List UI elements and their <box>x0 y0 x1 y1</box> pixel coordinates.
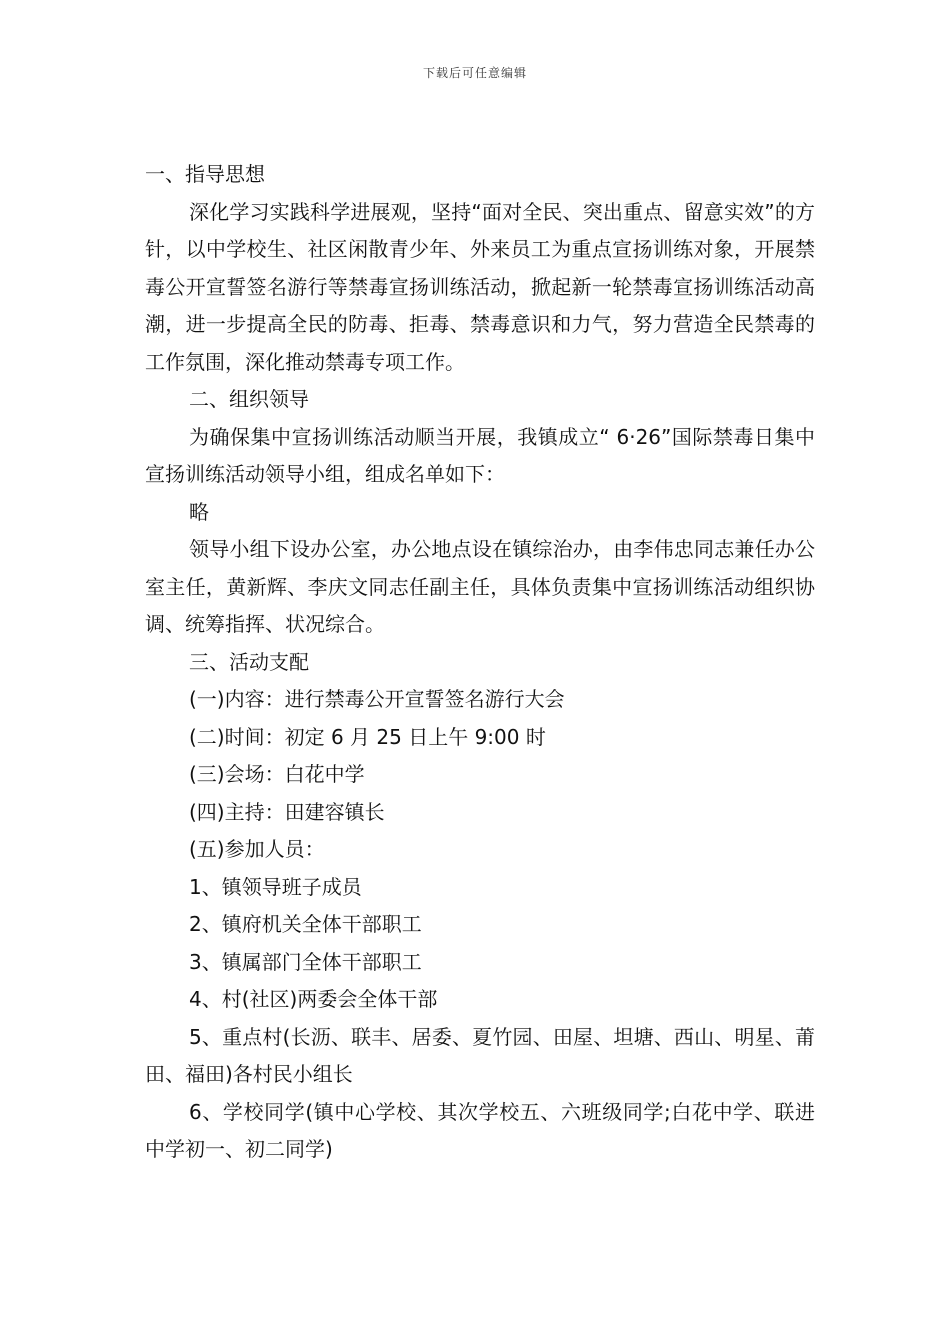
arrangement-item-venue: (三)会场：白花中学 <box>189 762 365 786</box>
page-header: 下载后可任意编辑 <box>422 66 527 80</box>
arrangement-item-host: (四)主持：田建容镇长 <box>189 799 385 824</box>
participant-item: 6、学校同学(镇中心学校、其次学校五、六班级同学;白花中学、联进中学初一、初二同学) <box>145 1099 815 1161</box>
section-heading-guiding-thought: 一、指导思想 <box>145 162 265 186</box>
arrangement-item-content: (一)内容：进行禁毒公开宣誓签名游行大会 <box>189 687 565 711</box>
paragraph-omitted: 略 <box>189 499 209 524</box>
paragraph-organization-intro: 为确保集中宣扬训练活动顺当开展，我镇成立“ 6·26”国际禁毒日集中宣扬训练活动领导小组，组成名单如下： <box>145 424 815 486</box>
participant-item: 4、村(社区)两委会全体干部 <box>189 987 438 1011</box>
section-heading-organization: 二、组织领导 <box>189 387 309 411</box>
document-body <box>145 156 815 1169</box>
arrangement-item-participants: (五)参加人员： <box>189 837 325 861</box>
participant-item: 5、重点村(长沥、联丰、居委、夏竹园、田屋、坦塘、西山、明星、莆田、福田)各村民小组长 <box>145 1024 815 1086</box>
paragraph-guiding-thought: 深化学习实践科学进展观，坚持“面对全民、突出重点、留意实效”的方针，以中学校生、社区闲散青少年、外来员工为重点宣扬训练对象，开展禁毒公开宣誓签名游行等禁毒宣扬训练活动，掀起新一轮禁毒宣扬训练活动高潮，进一步提高全民的防毒、拒毒、禁毒意识和力气，努力营造全民禁毒的工作氛围，深化推动禁毒专项工作。 <box>145 199 815 374</box>
participant-item: 2、镇府机关全体干部职工 <box>189 912 422 936</box>
section-heading-arrangement: 三、活动支配 <box>189 649 309 674</box>
arrangement-item-time: (二)时间：初定 6 月 25 日上午 9:00 时 <box>189 724 546 749</box>
participant-item: 3、镇属部门全体干部职工 <box>189 949 422 974</box>
participant-item: 1、镇领导班子成员 <box>189 874 362 899</box>
paragraph-office: 领导小组下设办公室，办公地点设在镇综治办，由李伟忠同志兼任办公室主任，黄新辉、李庆文同志任副主任，具体负责集中宣扬训练活动组织协调、统筹指挥、状况综合。 <box>145 537 815 636</box>
